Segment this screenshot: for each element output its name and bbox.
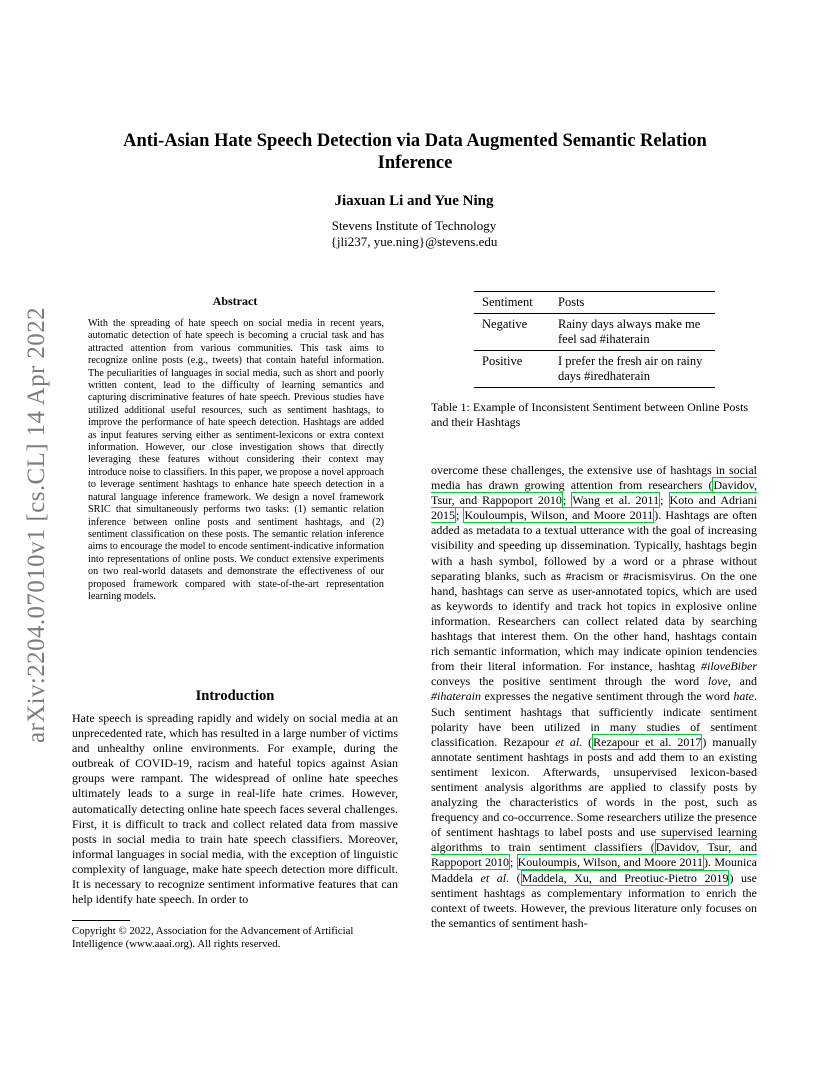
et-al: et al. xyxy=(555,734,583,749)
table-header-cell: Posts xyxy=(558,295,585,309)
body-text: expresses the negative sentiment through the word xyxy=(481,689,734,704)
table-row xyxy=(474,314,715,351)
citation-link[interactable]: Koto and Adriani 2015 xyxy=(431,493,757,523)
sentiment-cell: Negative xyxy=(482,317,528,331)
body-text: ; xyxy=(562,493,572,508)
body-text: ; xyxy=(456,508,464,523)
sentiment-table-container xyxy=(474,291,715,388)
post-cell: Rainy days always make me feel sad #ihaterain xyxy=(558,317,701,346)
emphasized-word: love xyxy=(707,674,728,689)
hashtag-example: #ihaterain xyxy=(431,689,481,704)
body-text: ) use sentiment hashtags as complementary information to enrich the context of tweets. However, the previous literature only focuses on the semantics of sentiment hash- xyxy=(431,870,757,930)
body-text: ). Mounica Maddela xyxy=(431,855,757,885)
affiliation: Stevens Institute of Technology xyxy=(331,218,497,233)
body-text: . Such sentiment hashtags that sufficiently indicate sentiment polarity have been utilized in many studies of sentiment classification. Rezapour xyxy=(431,689,757,749)
sentiment-cell: Positive xyxy=(482,354,523,368)
paper-authors: Jiaxuan Li and Yue Ning xyxy=(334,193,494,209)
body-text: ; xyxy=(509,855,517,870)
abstract-heading: Abstract xyxy=(212,294,258,308)
body-text: , and xyxy=(727,674,757,689)
citation-link[interactable]: Kouloumpis, Wilson, and Moore 2011 xyxy=(464,508,654,523)
post-cell: I prefer the fresh air on rainy days #iredhaterain xyxy=(558,354,703,383)
introduction-heading: Introduction xyxy=(195,688,275,704)
citation-link[interactable]: Wang et al. 2011 xyxy=(572,493,660,508)
hashtag-example: #iloveBiber xyxy=(701,659,757,674)
body-text: ( xyxy=(509,870,521,885)
arxiv-stamp xyxy=(16,290,58,760)
citation-link[interactable]: Davidov, Tsur, and Rappoport 2010 xyxy=(431,478,757,508)
citation-link[interactable]: Davidov, Tsur, and Rappoport 2010 xyxy=(431,840,757,870)
citation-link[interactable]: Maddela, Xu, and Preotiuc-Pietro 2019 xyxy=(521,870,729,885)
body-text: ( xyxy=(582,734,593,749)
introduction-text-continued xyxy=(431,463,757,931)
table-row xyxy=(474,351,715,388)
table-header-cell: Sentiment xyxy=(482,295,533,309)
citation-link[interactable]: Rezapour et al. 2017 xyxy=(593,734,702,749)
body-text: ) manually annotate sentiment hashtags in posts and add them to an existing sentiment lexicon. Afterwards, unsupervised lexicon-based sentiment analysis algorithms are applied to classify posts by analyzing the characteristics of words in the post, such as frequency and co-occurrence. Some researchers utilize the presence of sentiment hashtags to label posts and use supervised learning algorithms to train sentiment classifiers ( xyxy=(431,734,757,855)
affiliation-block xyxy=(214,218,614,250)
table-header-row xyxy=(474,292,715,314)
body-text: ). Hashtags are often added as metadata to a textual utterance with the goal of increasing visibility and speeding up dissemination. Typically, hashtags begin with a hash symbol, followed by a word or a phrase without separating blanks, such as #racism or #racismisvirus. On the one hand, hashtags can serve as user-annotated topics, which are used as keywords to identify and track hot topics in explosive online information. Researchers can collect related data by searching hashtags that interest them. On the other hand, hashtags contain rich semantic information, which may indicate opinion tendencies from their literal information. For instance, hashtag xyxy=(431,508,757,674)
et-al: et al. xyxy=(480,870,510,885)
body-text: overcome these challenges, the extensive use of hashtags in social media has drawn growing attention from researchers ( xyxy=(431,463,757,493)
arxiv-id: arXiv:2204.07010v1 [cs.CL] 14 Apr 2022 xyxy=(23,307,50,743)
author-email: {jli237, yue.ning}@stevens.edu xyxy=(330,234,498,249)
introduction-text: Hate speech is spreading rapidly and widely on social media at an unprecedented rate, which has resulted in a large number of victims and unhealthy online environments. For example, during the outbreak of COVID-19, racism and hateful topics against Asian groups were rampant. The widespread of online hate speeches ultimately leads to a surge in real-life hate crimes. However, automatically detecting online hate speech faces several challenges. First, it is difficult to track and collect related data from massive posts in social media to train hate speech classifiers. Moreover, informal languages in social media, with the exception of linguistic complexity of language, make hate speech detection more difficult. It is necessary to recognize sentiment informative features that can help identify hate speech. In order to xyxy=(72,711,398,907)
body-text: ; xyxy=(660,493,669,508)
copyright-footnote: Copyright © 2022, Association for the Advancement of Artificial Intelligence (www.aaai.org). All rights reserved. xyxy=(72,925,354,950)
emphasized-word: hate xyxy=(733,689,754,704)
abstract-text: With the spreading of hate speech on social media in recent years, automatic detection of hate speech is becoming a crucial task and has attracted attention from various communities. This task aims to recognize online posts (e.g., tweets) that contain hateful information. The peculiarities of languages in social media, such as short and poorly written content, lead to the difficulty of learning semantics and capturing discriminative features of hate speech. Previous studies have utilized additional useful resources, such as sentiment hashtags, to improve the performance of hate speech detection. Hashtags are added as input features serving either as sentiment-lexicons or extra context information. However, our close investigation shows that directly leveraging these features without considering their context may introduce noise to classifiers. In this paper, we propose a novel approach to leverage sentiment hashtags to enhance hate speech detection in a natural language inference framework. We design a novel framework SRIC that simultaneously performs two tasks: (1) semantic relation inference between online posts and sentiment hashtags, and (2) sentiment classification on these posts. The semantic relation inference aims to encourage the model to encode sentiment-indicative information into representations of online posts. We conduct extensive experiments on two real-world datasets and demonstrate the effectiveness of our proposed framework compared with state-of-the-art representation learning models. xyxy=(88,318,384,602)
table-caption: Table 1: Example of Inconsistent Sentiment between Online Posts and their Hashtags xyxy=(431,400,749,429)
sentiment-example-table xyxy=(474,291,715,388)
citation-link[interactable]: Kouloumpis, Wilson, and Moore 2011 xyxy=(517,855,704,870)
footnote-rule xyxy=(72,920,130,921)
paper-title: Anti-Asian Hate Speech Detection via Data Augmented Semantic Relation Inference xyxy=(123,131,707,173)
body-text: conveys the positive sentiment through the word xyxy=(431,674,708,689)
